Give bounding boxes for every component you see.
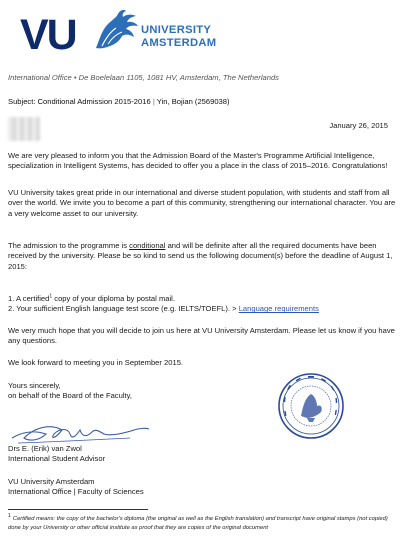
logo-line-amsterdam: AMSTERDAM xyxy=(141,37,217,49)
paragraph-community xyxy=(8,188,396,219)
org-department: International Office | Faculty of Sciences xyxy=(8,487,144,497)
document-list xyxy=(8,294,396,315)
redacted-block xyxy=(8,117,40,141)
footnote-text: Certified means: the copy of the bachelor's diploma (the original as well as the English translation) and transcript have original stamps (not copied) done by your University or other official institute as proof that they are copies of the original document xyxy=(8,516,388,531)
paragraph-text: VU University takes great pride in our international and diverse student population, with students and staff from all over the world. We invite you to become a part of this community, strengthening our international character. You are a very welcome asset to our university. xyxy=(8,188,396,218)
text-run: 1. A certified xyxy=(8,294,50,303)
text-run: The admission to the programme is xyxy=(8,241,130,250)
footnote-marker: 1 xyxy=(49,293,53,300)
organisation-block xyxy=(8,477,396,498)
list-item-language xyxy=(8,304,396,314)
closing-line: on behalf of the Board of the Faculty, xyxy=(8,391,132,401)
logo-vu: VU xyxy=(20,11,76,59)
griffin-logo-icon xyxy=(92,8,138,50)
logo-line-university: UNIVERSITY xyxy=(141,24,212,36)
university-seal-icon xyxy=(277,372,345,440)
signatory-name: Drs E. (Erik) van Zwol xyxy=(8,444,82,453)
footnote-number: 1 xyxy=(8,513,11,520)
subject-line xyxy=(8,97,230,106)
signatory-block xyxy=(8,444,396,465)
footnote xyxy=(8,515,396,532)
paragraph-conditional xyxy=(8,241,396,272)
text-run: copy of your diploma by postal mail. xyxy=(52,294,175,303)
paragraph-text xyxy=(8,241,396,272)
subject-label: Subject: Conditional Admission 2015-2016 xyxy=(8,97,151,106)
signatory-title: International Student Advisor xyxy=(8,454,106,464)
paragraph-hope xyxy=(8,326,396,347)
sender-address: International Office • De Boelelaan 1105, 1081 HV, Amsterdam, The Netherlands xyxy=(8,73,279,82)
paragraph-text: We look forward to meeting you in September 2015. xyxy=(8,358,184,367)
subject-separator: | xyxy=(152,97,155,106)
closing-line: Yours sincerely, xyxy=(8,381,61,390)
list-item-diploma xyxy=(8,294,396,304)
footnote-divider xyxy=(8,509,148,510)
recipient-name: Yin, Bojian (2569038) xyxy=(156,97,230,106)
language-requirements-link[interactable]: Language requirements xyxy=(238,304,319,314)
letter-date: January 26, 2015 xyxy=(329,121,388,130)
logo-university-name xyxy=(141,24,216,50)
paragraph-congrats xyxy=(8,151,396,172)
paragraph-meeting xyxy=(8,358,396,368)
paragraph-text: We are very pleased to inform you that the Admission Board of the Master's Programme Artificial Intelligence, specialization in Intelligent Systems, has decided to offer you a place in the class of 2015–2016. Congratulations! xyxy=(8,151,388,171)
org-name: VU University Amsterdam xyxy=(8,477,95,486)
conditional-word: conditional xyxy=(129,241,166,250)
text-run: 2. Your sufficient English language test score (e.g. IELTS/TOEFL). > xyxy=(8,304,239,314)
paragraph-text: We very much hope that you will decide to join us here at VU University Amsterdam. Please let us know if you have any questions. xyxy=(8,326,395,346)
text-run: and will be definite after all the required documents have been received by the university. Please be so kind to send us the following document(s) before the deadline of August 1, 2015: xyxy=(8,241,393,271)
